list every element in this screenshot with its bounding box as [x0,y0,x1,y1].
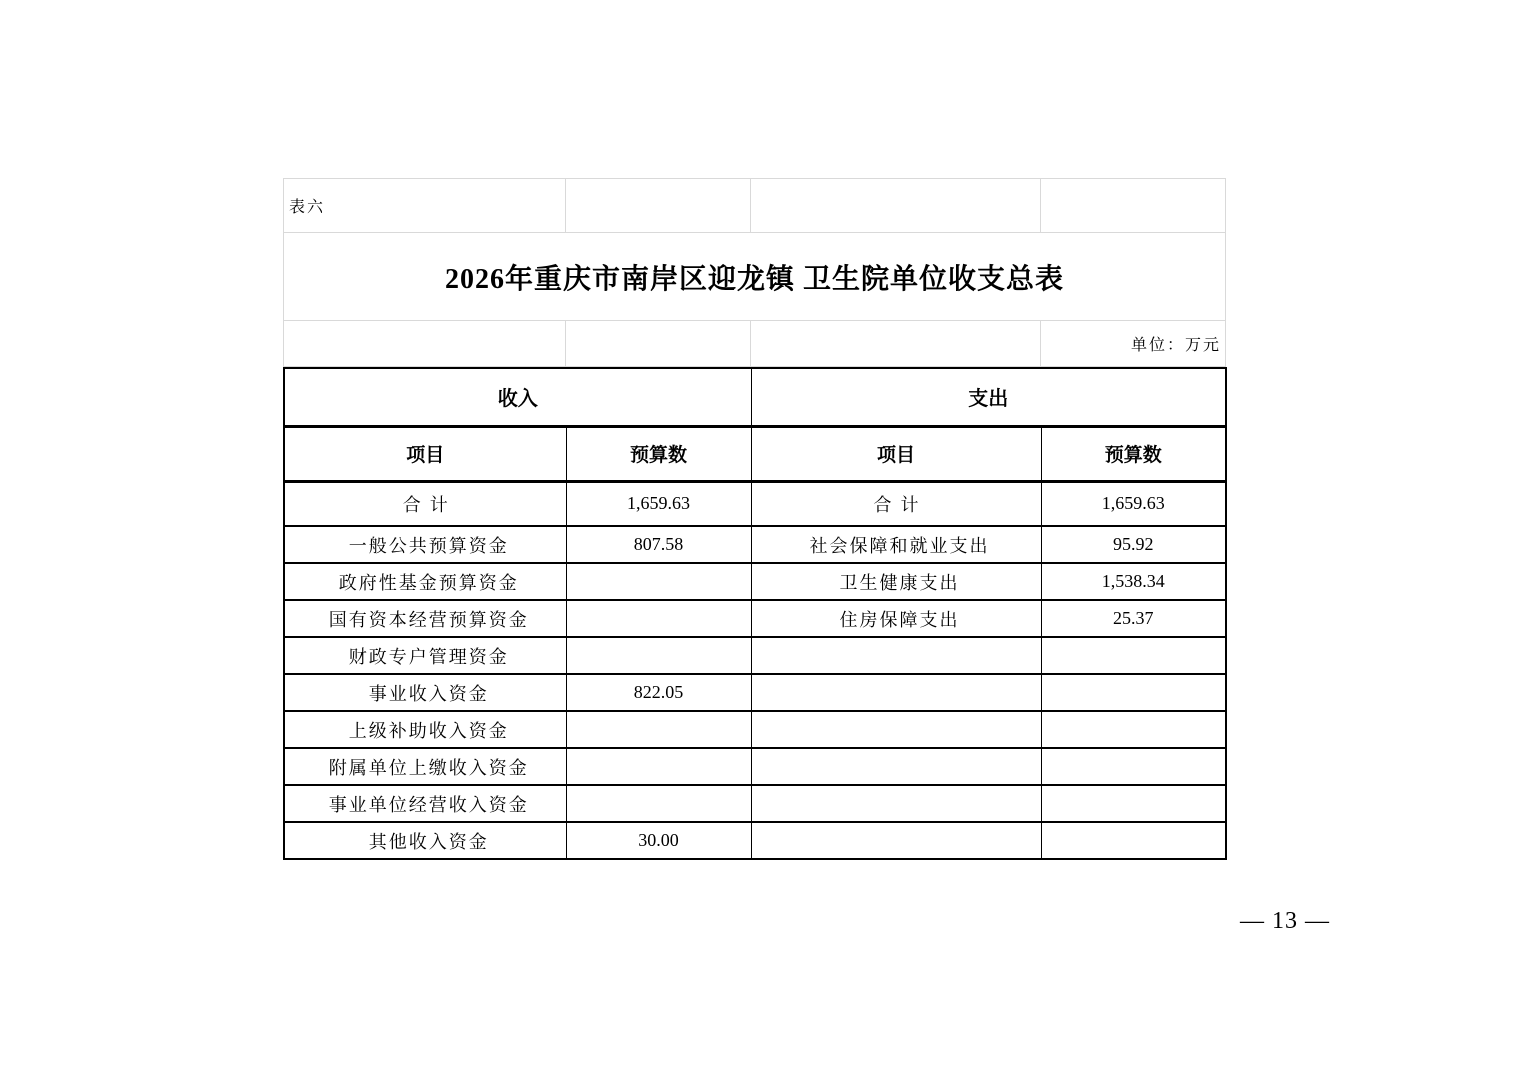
expense-budget-cell [1041,674,1226,711]
income-budget-cell [566,711,751,748]
income-budget-cell: 30.00 [566,822,751,859]
unit-note: 单位：万元 [1041,321,1226,367]
income-item-cell: 国有资本经营预算资金 [284,600,566,637]
expense-section-header: 支出 [751,368,1226,426]
expense-budget-header: 预算数 [1041,426,1226,481]
income-budget-cell: 822.05 [566,674,751,711]
table-row [284,600,1226,637]
empty-cell [566,321,751,367]
expense-item-cell: 住房保障支出 [751,600,1041,637]
expense-item-cell [751,785,1041,822]
table-row [284,674,1226,711]
expense-item-cell: 社会保障和就业支出 [751,526,1041,563]
empty-cell [751,321,1041,367]
expense-budget-cell [1041,637,1226,674]
table-row [284,785,1226,822]
expense-item-cell [751,748,1041,785]
table-row [284,822,1226,859]
table-row [284,563,1226,600]
page-title: 2026年重庆市南岸区迎龙镇 卫生院单位收支总表 [444,263,1064,295]
table-row [284,637,1226,674]
empty-cell [1041,179,1226,233]
expense-item-cell: 合计 [751,481,1041,526]
income-item-cell: 财政专户管理资金 [284,637,566,674]
empty-cell [284,321,566,367]
table-row-total [284,481,1226,526]
income-item-header: 项目 [284,426,566,481]
budget-sheet [283,178,1225,860]
page-number: — 13 — [1240,908,1330,934]
income-item-cell: 上级补助收入资金 [284,711,566,748]
table-row [284,748,1226,785]
expense-budget-cell [1041,822,1226,859]
income-expense-table [283,367,1227,860]
income-item-cell: 政府性基金预算资金 [284,563,566,600]
expense-budget-cell: 1,659.63 [1041,481,1226,526]
expense-item-cell [751,711,1041,748]
table-row [284,711,1226,748]
expense-budget-cell: 95.92 [1041,526,1226,563]
income-item-cell: 其他收入资金 [284,822,566,859]
expense-budget-cell [1041,748,1226,785]
income-item-cell: 附属单位上缴收入资金 [284,748,566,785]
expense-budget-cell: 25.37 [1041,600,1226,637]
income-item-cell: 一般公共预算资金 [284,526,566,563]
income-budget-cell [566,785,751,822]
sheet-label: 表六 [284,179,566,233]
expense-item-cell: 卫生健康支出 [751,563,1041,600]
income-budget-cell [566,563,751,600]
income-budget-cell: 1,659.63 [566,481,751,526]
income-section-header: 收入 [284,368,751,426]
expense-item-cell [751,674,1041,711]
income-budget-cell [566,600,751,637]
income-item-cell: 合计 [284,481,566,526]
section-header-row [284,368,1226,426]
unit-note-row [284,321,1226,367]
expense-item-cell [751,822,1041,859]
income-budget-cell: 807.58 [566,526,751,563]
title-cell [284,233,1226,321]
title-row [284,233,1226,321]
income-item-cell: 事业收入资金 [284,674,566,711]
expense-item-header: 项目 [751,426,1041,481]
table-row [284,526,1226,563]
meta-grid [283,178,1226,367]
expense-item-cell [751,637,1041,674]
income-budget-header: 预算数 [566,426,751,481]
income-item-cell: 事业单位经营收入资金 [284,785,566,822]
expense-budget-cell [1041,711,1226,748]
expense-budget-cell: 1,538.34 [1041,563,1226,600]
income-budget-cell [566,637,751,674]
empty-cell [566,179,751,233]
income-budget-cell [566,748,751,785]
expense-budget-cell [1041,785,1226,822]
sheet-label-row [284,179,1226,233]
empty-cell [751,179,1041,233]
column-header-row [284,426,1226,481]
